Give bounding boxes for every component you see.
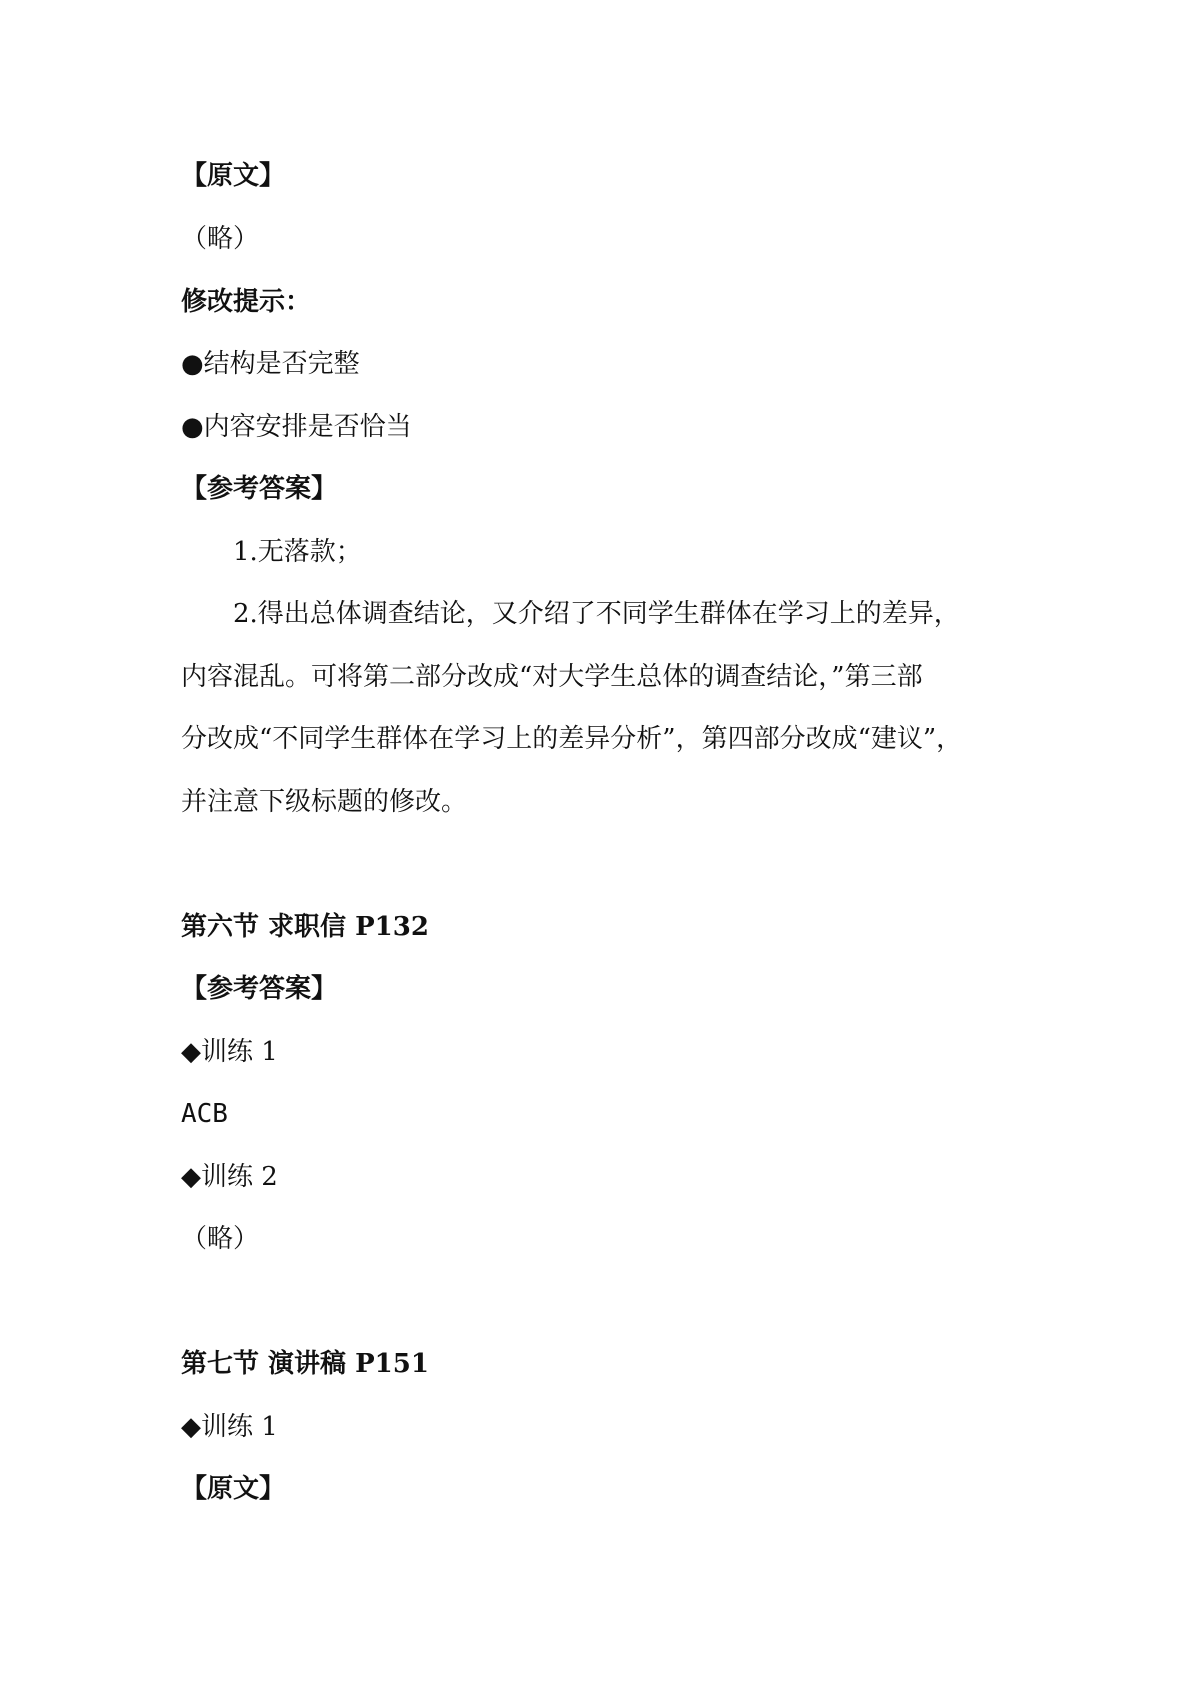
training-label: ◆训练 2 xyxy=(181,1162,278,1192)
answer-paragraph-line: 并注意下级标题的修改。 xyxy=(181,787,468,817)
answer-paragraph-line: 分改成“不同学生群体在学习上的差异分析”，第四部分改成“建议”， xyxy=(181,724,963,754)
omitted-note: （略） xyxy=(181,224,260,254)
original-heading: 【原文】 xyxy=(181,161,286,191)
section-title: 第七节 演讲稿 P151 xyxy=(181,1349,429,1379)
training-label: ◆训练 1 xyxy=(181,1037,278,1067)
hints-heading: 修改提示： xyxy=(181,287,312,317)
training-answer: ACB xyxy=(181,1099,228,1129)
omitted-note: （略） xyxy=(181,1224,260,1254)
answer-item: 1.无落款； xyxy=(233,537,362,567)
answer-heading: 【参考答案】 xyxy=(181,474,338,504)
original-heading: 【原文】 xyxy=(181,1474,286,1504)
hint-item: ●内容安排是否恰当 xyxy=(181,412,412,442)
hint-item: ●结构是否完整 xyxy=(181,349,360,379)
answer-paragraph-line: 2.得出总体调查结论，又介绍了不同学生群体在学习上的差异， xyxy=(233,599,960,629)
answer-paragraph-line: 内容混乱。可将第二部分改成“对大学生总体的调查结论，”第三部 xyxy=(181,662,923,692)
answer-heading: 【参考答案】 xyxy=(181,974,338,1004)
training-label: ◆训练 1 xyxy=(181,1412,278,1442)
section-title: 第六节 求职信 P132 xyxy=(181,912,429,942)
